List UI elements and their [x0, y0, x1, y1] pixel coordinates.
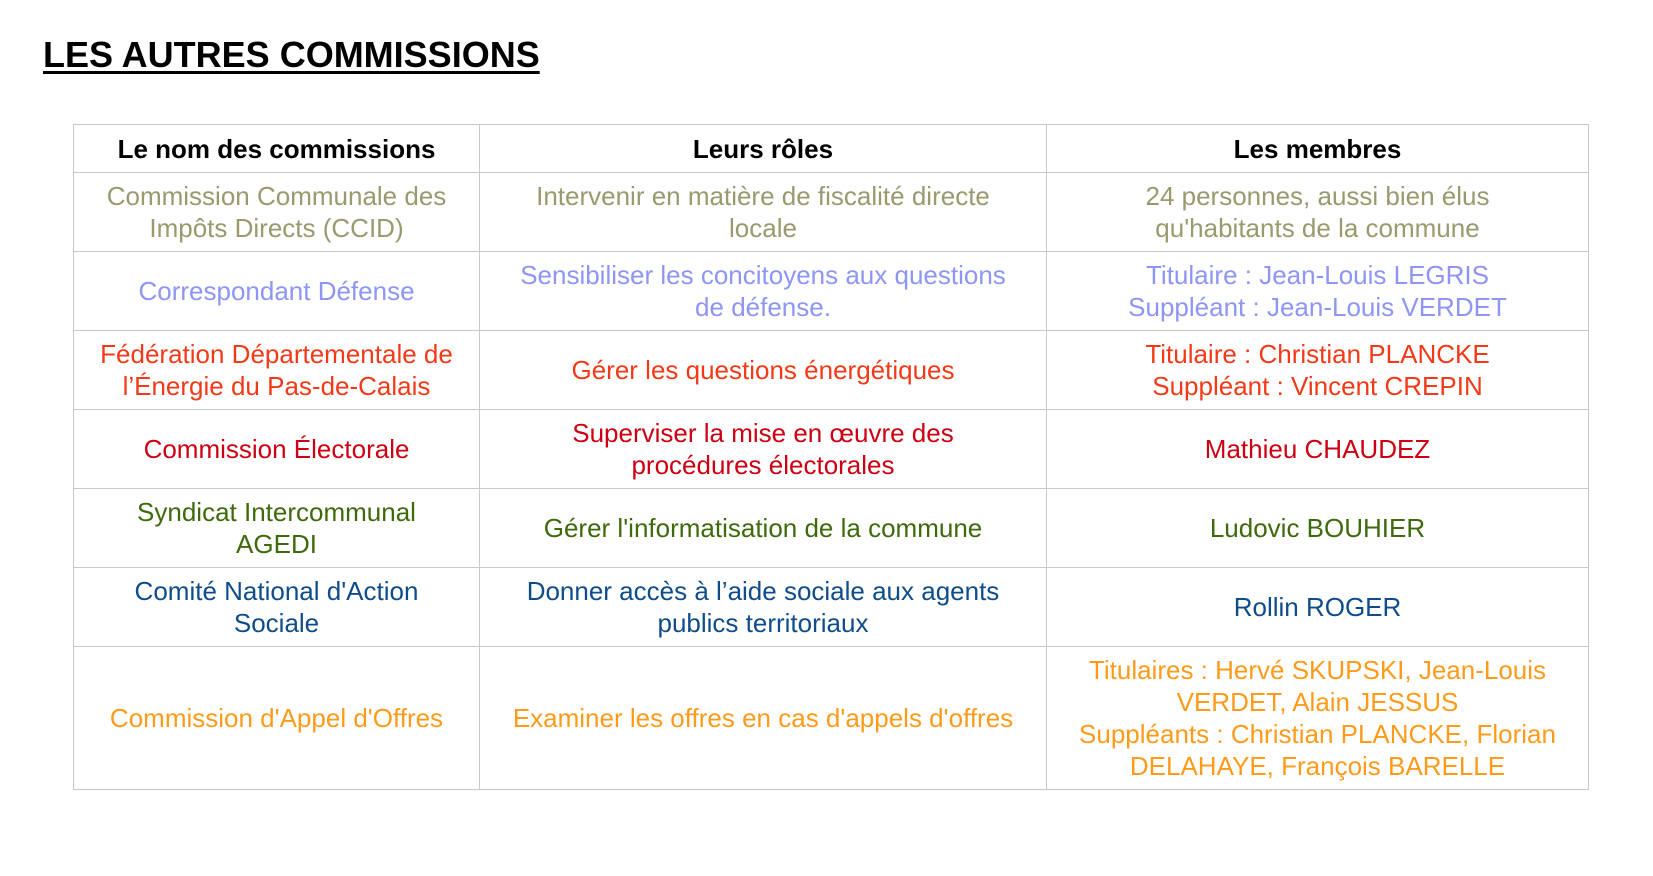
cell-text-line: Intervenir en matière de fiscalité directe [536, 181, 990, 211]
cell-text-line: Titulaires : Hervé SKUPSKI, Jean-Louis [1088, 655, 1547, 685]
cell-text-line: Suppléant : Vincent CREPIN [1152, 371, 1483, 401]
cell-text-line: qu'habitants de la commune [1155, 213, 1480, 243]
cell-text-line: Gérer les questions énergétiques [571, 355, 955, 385]
commission-name-cell [74, 568, 480, 647]
cell-text-line: DELAHAYE, François BARELLE [1129, 751, 1506, 781]
commission-members-cell [1047, 568, 1589, 647]
commission-members-cell [1047, 173, 1589, 252]
commission-name-cell [74, 647, 480, 790]
commission-members-cell [1047, 410, 1589, 489]
table-row [74, 331, 1589, 410]
cell-text-line: VERDET, Alain JESSUS [1176, 687, 1459, 717]
cell-text-line: Ludovic BOUHIER [1209, 513, 1426, 543]
cell-text-line: 24 personnes, aussi bien élus [1145, 181, 1490, 211]
table-header-row [74, 125, 1589, 173]
table-body [74, 173, 1589, 790]
cell-text-line: Superviser la mise en œuvre des [572, 418, 954, 448]
commission-role-cell [480, 410, 1047, 489]
header-roles: Leurs rôles [480, 125, 1047, 173]
cell-text-line: de défense. [695, 292, 831, 322]
commission-role-cell [480, 173, 1047, 252]
commission-role-cell [480, 647, 1047, 790]
cell-text-line: Correspondant Défense [138, 276, 415, 306]
cell-text-line: Commission d'Appel d'Offres [109, 703, 444, 733]
cell-text-line: Sensibiliser les concitoyens aux questions [520, 260, 1006, 290]
commission-members-cell [1047, 331, 1589, 410]
cell-text-line: Impôts Directs (CCID) [149, 213, 404, 243]
commission-members-cell [1047, 489, 1589, 568]
cell-text-line: Comité National d'Action [134, 576, 419, 606]
commission-role-cell [480, 489, 1047, 568]
table-row [74, 489, 1589, 568]
cell-text-line: l’Énergie du Pas-de-Calais [122, 371, 431, 401]
header-commission-name: Le nom des commissions [74, 125, 480, 173]
cell-text-line: Commission Électorale [143, 434, 410, 464]
commission-name-cell [74, 173, 480, 252]
cell-text-line: Suppléants : Christian PLANCKE, Florian [1079, 719, 1556, 749]
header-members: Les membres [1047, 125, 1589, 173]
commission-name-cell [74, 331, 480, 410]
cell-text-line: Sociale [233, 608, 320, 638]
table-row [74, 568, 1589, 647]
commission-role-cell [480, 568, 1047, 647]
cell-text-line: locale [729, 213, 797, 243]
cell-text-line: Fédération Départementale de [100, 339, 453, 369]
cell-text-line: Donner accès à l’aide sociale aux agents [526, 576, 1000, 606]
cell-text-line: Rollin ROGER [1233, 592, 1402, 622]
table-row [74, 252, 1589, 331]
cell-text-line: Titulaire : Christian PLANCKE [1145, 339, 1490, 369]
cell-text-line: Commission Communale des [106, 181, 447, 211]
cell-text-line: procédures électorales [631, 450, 895, 480]
commission-role-cell [480, 252, 1047, 331]
commission-name-cell [74, 252, 480, 331]
cell-text-line: Titulaire : Jean-Louis LEGRIS [1146, 260, 1489, 290]
commissions-table [73, 124, 1589, 790]
cell-text-line: Syndicat Intercommunal [137, 497, 416, 527]
cell-text-line: Gérer l'informatisation de la commune [543, 513, 983, 543]
table-row [74, 410, 1589, 489]
cell-text-line: Mathieu CHAUDEZ [1204, 434, 1431, 464]
cell-text-line: Suppléant : Jean-Louis VERDET [1128, 292, 1507, 322]
table-row [74, 173, 1589, 252]
table-row [74, 647, 1589, 790]
commission-members-cell [1047, 252, 1589, 331]
page-title: LES AUTRES COMMISSIONS [43, 34, 540, 75]
cell-text-line: publics territoriaux [657, 608, 869, 638]
commission-role-cell [480, 331, 1047, 410]
commission-name-cell [74, 489, 480, 568]
commission-members-cell [1047, 647, 1589, 790]
cell-text-line: Examiner les offres en cas d'appels d'offres [512, 703, 1014, 733]
cell-text-line: AGEDI [236, 529, 317, 559]
commission-name-cell [74, 410, 480, 489]
